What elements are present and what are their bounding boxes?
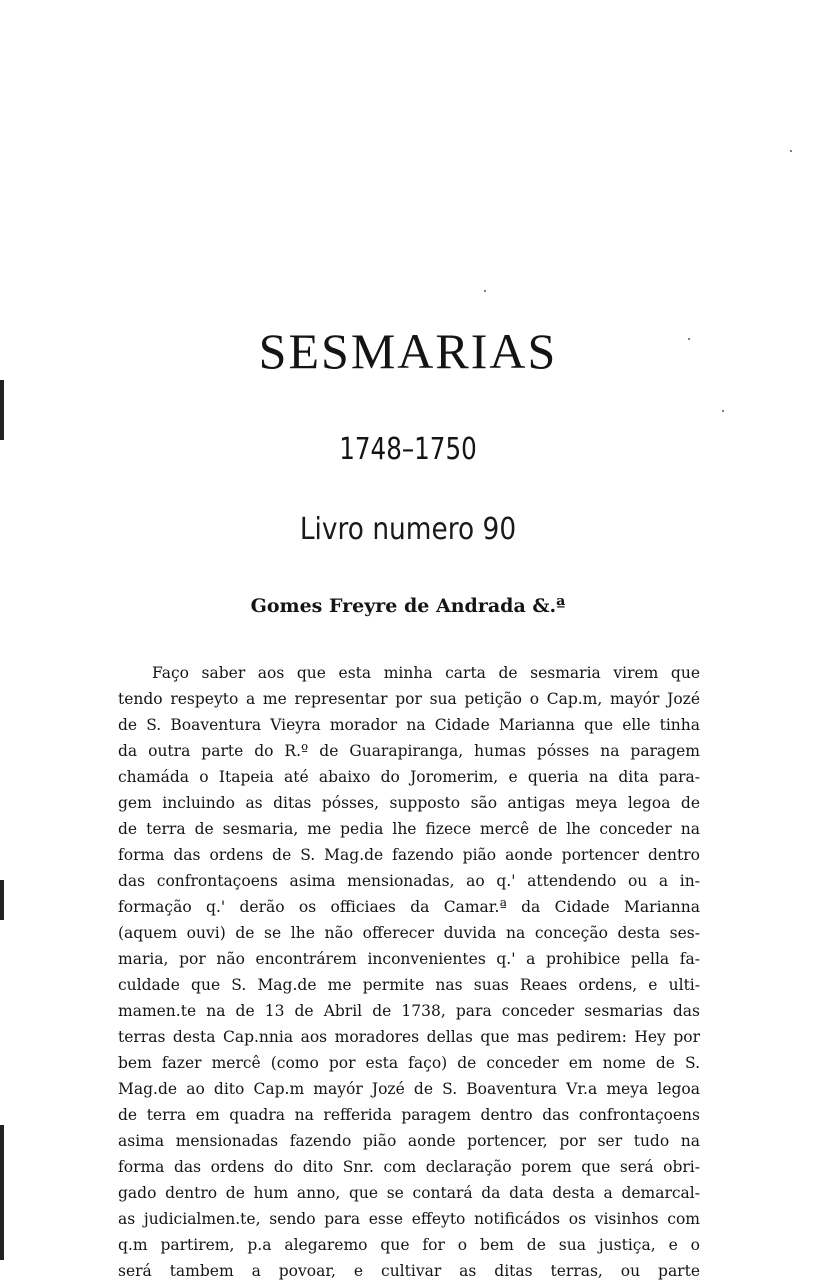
scan-edge-mark <box>0 880 4 920</box>
text-line: de terra em quadra na refferida paragem dentro das confrontaçoens <box>118 1106 700 1124</box>
text-line: formação q.' derão os officiaes da Camar.ª da Cidade Marianna <box>118 898 700 916</box>
scan-edge-mark <box>0 380 4 440</box>
page-title: SESMARIAS <box>258 323 558 379</box>
text-line: Faço saber aos que esta minha carta de sesmaria virem que <box>152 664 700 682</box>
year-range: 1748–1750 <box>339 432 477 467</box>
text-line: de terra de sesmaria, me pedia lhe fizece mercê de lhe conceder na <box>118 820 700 838</box>
scan-speck <box>722 410 724 412</box>
text-line: (aquem ouvi) de se lhe não offerecer duvida na conceção desta ses- <box>118 924 700 942</box>
text-line: gado dentro de hum anno, que se contará da data desta a demarcal- <box>118 1184 700 1202</box>
text-line: gem incluindo as ditas pósses, supposto são antigas meya legoa de <box>118 794 700 812</box>
author-heading: Gomes Freyre de Andrada &.ª <box>250 595 566 617</box>
text-line: de S. Boaventura Vieyra morador na Cidade Marianna que elle tinha <box>118 716 700 734</box>
text-line: as judicialmen.te, sendo para esse effeyto notificádos os visinhos com <box>118 1210 700 1228</box>
scan-speck <box>790 150 792 152</box>
scan-speck <box>484 290 486 292</box>
text-line: será tambem a povoar, e cultivar as ditas terras, ou parte <box>118 1262 700 1280</box>
text-line: terras desta Cap.nnia aos moradores dellas que mas pedirem: Hey por <box>118 1028 700 1046</box>
scan-edge-mark <box>0 1125 4 1260</box>
text-line: das confrontaçoens asima mensionadas, ao q.' attendendo ou a in- <box>118 872 700 890</box>
text-line: mamen.te na de 13 de Abril de 1738, para conceder sesmarias das <box>118 1002 700 1020</box>
text-line: da outra parte do R.º de Guarapiranga, humas pósses na paragem <box>118 742 700 760</box>
text-line: bem fazer mercê (como por esta faço) de conceder em nome de S. <box>118 1054 700 1072</box>
text-line: forma das ordens de S. Mag.de fazendo pião aonde portencer dentro <box>118 846 700 864</box>
text-line: Mag.de ao dito Cap.m mayór Jozé de S. Boaventura Vr.a meya legoa <box>118 1080 700 1098</box>
body-text <box>118 660 700 1284</box>
text-line: maria, por não encontrárem inconvenientes q.' a prohibice pella fa- <box>118 950 700 968</box>
text-line: q.m partirem, p.a alegaremo que for o bem de sua justiça, e o <box>118 1236 700 1254</box>
text-line: forma das ordens do dito Snr. com declaração porem que será obri- <box>118 1158 700 1176</box>
text-line: culdade que S. Mag.de me permite nas suas Reaes ordens, e ulti- <box>118 976 700 994</box>
book-number: Livro numero 90 <box>299 512 517 547</box>
text-line: tendo respeyto a me representar por sua petição o Cap.m, mayór Jozé <box>118 690 700 708</box>
text-line: asima mensionadas fazendo pião aonde portencer, por ser tudo na <box>118 1132 700 1150</box>
text-line: chamáda o Itapeia até abaixo do Joromerim, e queria na dita para- <box>118 768 700 786</box>
